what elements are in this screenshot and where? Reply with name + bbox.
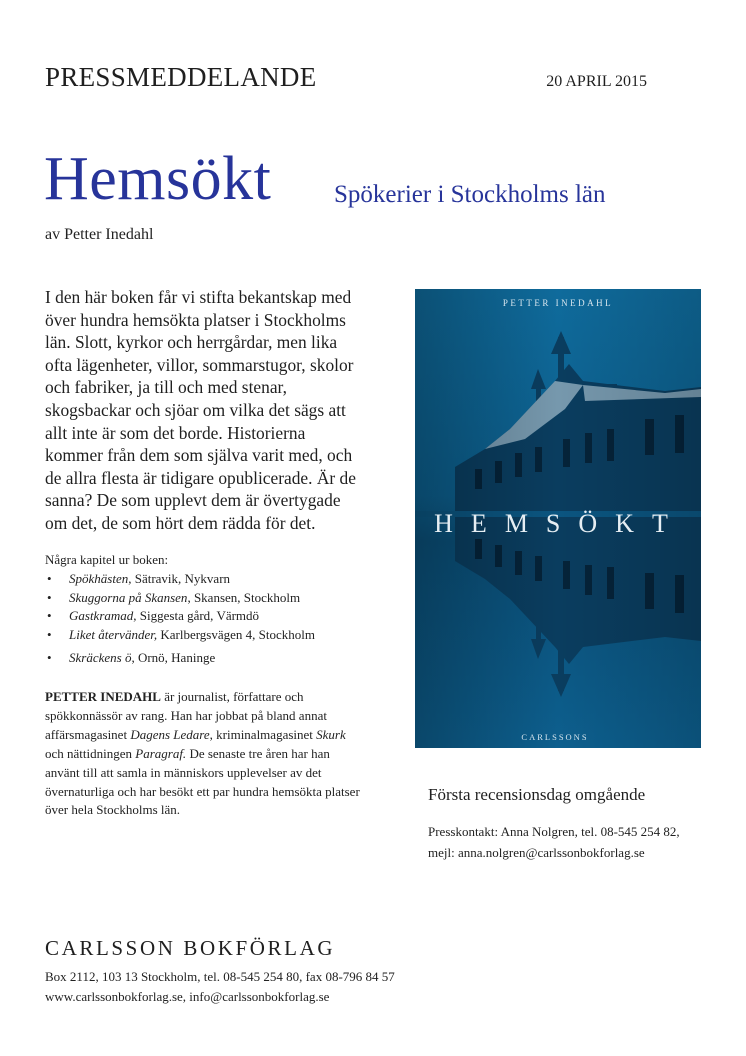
book-byline: av Petter Inedahl [45,226,154,243]
chapter-item [45,626,385,645]
chapter-item [45,570,385,589]
press-release-label: PRESSMEDDELANDE [45,62,317,92]
chapter-list [45,570,385,668]
chapter-title: Gastkramad [69,608,134,623]
magazine-name: Dagens Ledare [130,726,210,742]
release-date: 20 APRIL 2015 [546,73,647,90]
cover-author: PETTER INEDAHL [502,298,614,308]
chapters-heading: Några kapitel ur boken: [45,552,169,567]
press-contact [428,822,728,863]
chapter-place: , Siggesta gård, Värmdö [133,608,260,623]
publisher-name: CARLSSON BOKFÖRLAG [45,936,336,960]
bullet-icon: • [47,626,52,642]
bullet-icon: • [47,608,52,623]
contact-email: mejl: anna.nolgren@carlssonbokforlag.se [428,844,645,860]
book-title: Hemsökt [44,145,272,213]
bullet-icon: • [47,571,52,586]
chapter-place: , Ornö, Haninge [131,650,216,665]
chapter-item [45,589,385,608]
chapter-title: Skuggorna på Skansen [69,589,188,605]
chapter-title: Spökhästen [69,571,129,586]
web-contact: www.carlssonbokforlag.se, info@carlssonbokforlag.se [45,989,330,1004]
cover-publisher: CARLSSONS [521,732,589,742]
contact-line: Presskontakt: Anna Nolgren, tel. 08-545 254 82, [428,824,680,839]
intro-paragraph: I den här boken får vi stifta bekantskap med över hundra hemsökta platser i Stockholms län. Slott, kyrkor och herrgårdar, men lika ofta lägenheter, villor, sommarstugor, skolor och fabriker, ja till och med stenar, skogsbackar och sjöar om vilka det sägs att allt inte är som det borde. Historierna kommer från dem som själva varit med, och de allra flesta är tidigare opublicerade. Är de sanna? De som upplevt dem är övertygade om det, de som hört dem rädda för det. [45,287,356,533]
bio-text: är journalist, författare och spökkonnässör av rang. Han har jobbat på bland annat affärsmagasinet [45,689,327,742]
magazine-name: Skurk [316,726,346,742]
review-date-note: Första recensionsdag omgående [428,785,646,804]
chapter-place: , Skansen, Stockholm [187,589,301,605]
author-name: PETTER INEDAHL [45,689,161,704]
bullet-icon: • [47,589,52,605]
chapter-item [45,607,385,626]
bio-text: och nättidningen [45,745,136,761]
chapter-item [45,649,385,668]
chapter-title: Liket återvänder, [69,626,158,642]
chapter-place: Karlbergsvägen 4, Stockholm [157,626,315,642]
bullet-icon: • [47,650,52,665]
publisher-address [45,967,495,1007]
address-line: Box 2112, 103 13 Stockholm, tel. 08-545 254 80, fax 08-796 84 57 [45,969,395,984]
magazine-name: Paragraf. [135,745,187,761]
chapter-place: , Sätravik, Nykvarn [128,571,231,586]
bio-text: , kriminalmagasinet [209,726,317,742]
book-cover-image [415,289,701,748]
cover-title: HEMSÖKT [434,509,686,538]
bio-text: De senaste tre åren har han använt till att samla in människors upplevelser av det övernaturliga och har besökt ett par hundra hemsökta platser över hela Stockholms län. [45,745,360,818]
chapter-title: Skräckens ö [69,650,132,665]
book-subtitle: Spökerier i Stockholms län [334,181,606,208]
author-bio [45,688,365,820]
